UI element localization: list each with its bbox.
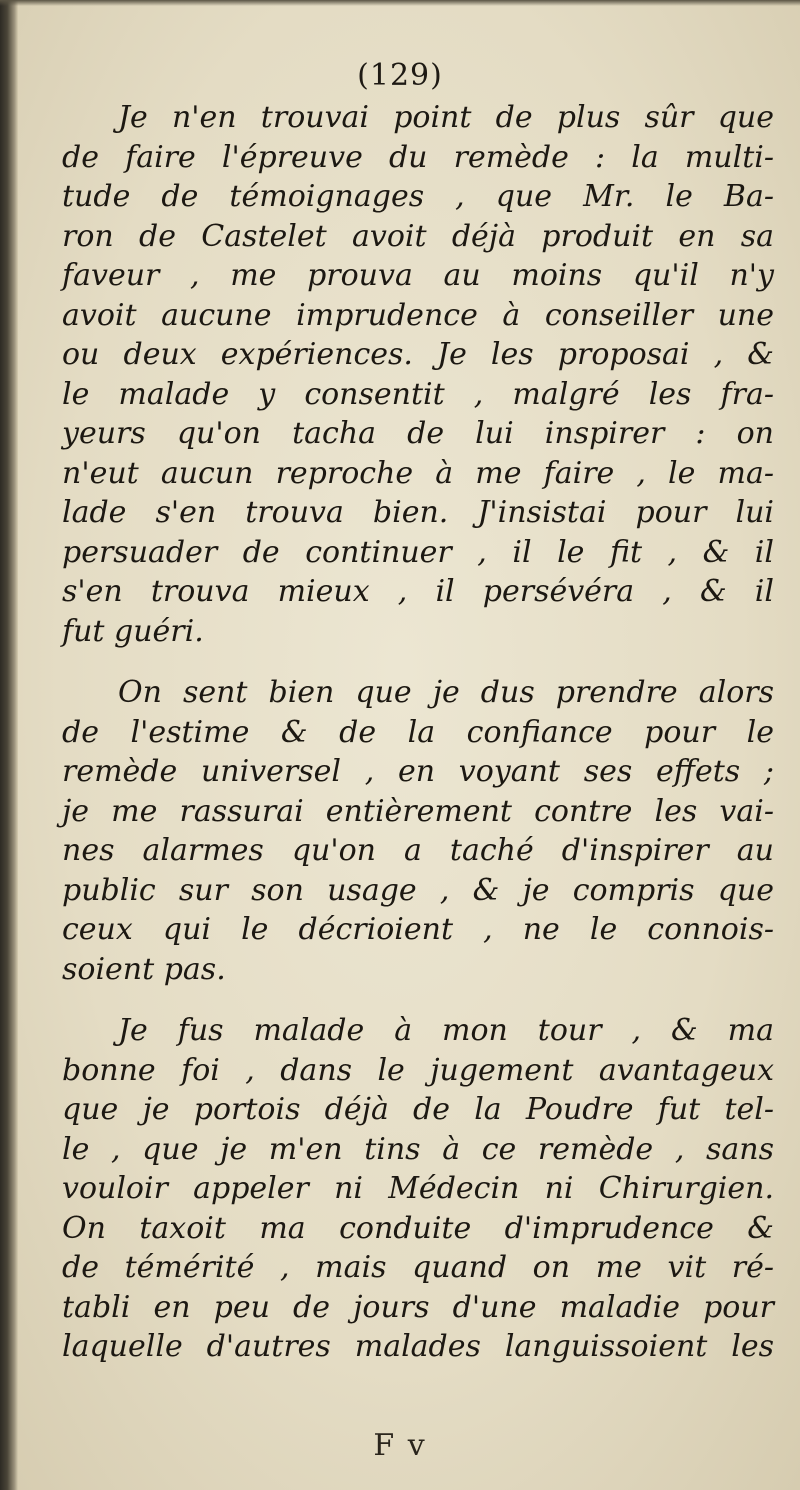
text-line: le malade y consentit , malgré les fra- [62,376,774,412]
text-line: nes alarmes qu'on a taché d'inspirer au [62,833,774,868]
signature-mark: F v [373,1428,427,1463]
text-line: fut guéri. [62,613,204,649]
page-gutter [0,0,18,1490]
text-line: vouloir appeler ni Médecin ni Chirurgien. [62,1171,774,1206]
text-line: faveur , me prouva au moins qu'il n'y [62,258,774,293]
text-line: je me rassurai entièrement contre les vai- [62,793,774,829]
text-line: de l'estime & de la confiance pour le [62,714,774,750]
text-line: public sur son usage , & je compris que [62,872,774,908]
text-line: de faire l'épreuve du remède : la multi- [62,139,774,175]
text-line: ou deux expériences. Je les proposai , & [62,337,774,372]
page-body [62,98,774,1367]
text-line: On sent bien que je dus prendre alors [118,675,774,710]
text-line: remède universel , en voyant ses effets ; [62,754,774,789]
text-line: Je fus malade à mon tour , & ma [118,1013,774,1048]
text-line: le , que je m'en tins à ce remède , sans [62,1131,774,1167]
text-line: ron de Castelet avoit déjà produit en sa [62,218,774,254]
text-line: avoit aucune imprudence à conseiller une [62,297,774,333]
text-line: yeurs qu'on tacha de lui inspirer : on [62,416,774,451]
paragraph-1 [62,98,774,651]
text-line: lade s'en trouva bien. J'insistai pour lui [62,495,774,530]
text-line: ceux qui le décrioient , ne le connois- [62,912,774,947]
text-line: que je portois déjà de la Poudre fut tel- [62,1092,774,1127]
text-line: bonne foi , dans le jugement avantageux [62,1052,774,1088]
paragraph-2 [62,673,774,989]
page-number: (129) [357,58,443,93]
text-line: s'en trouva mieux , il persévéra , & il [62,574,774,609]
text-line: persuader de continuer , il le fit , & il [62,534,774,570]
text-line: On taxoit ma conduite d'imprudence & [62,1210,774,1246]
text-line: tude de témoignages , que Mr. le Ba- [62,179,774,214]
text-line: tabli en peu de jours d'une maladie pour [62,1289,774,1325]
text-line: laquelle d'autres malades languissoient les [62,1329,774,1364]
text-line: de témérité , mais quand on me vit ré- [62,1250,774,1285]
paragraph-3 [62,1011,774,1367]
text-line: soient pas. [62,951,226,987]
page-top-edge [0,0,800,6]
text-line: Je n'en trouvai point de plus sûr que [118,100,774,135]
text-line: n'eut aucun reproche à me faire , le ma- [62,455,774,491]
